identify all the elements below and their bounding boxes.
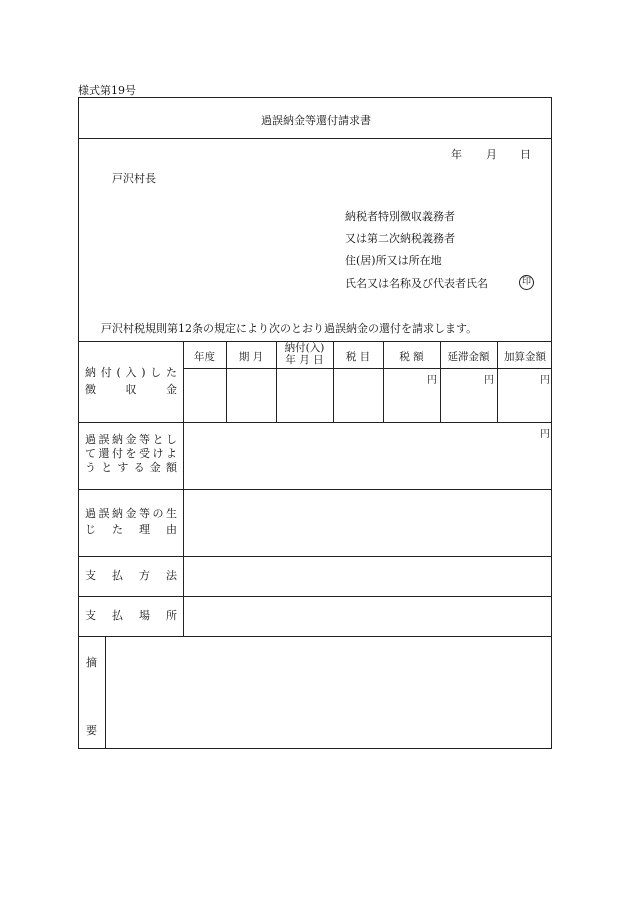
header-period: 期 月 [238, 351, 264, 363]
header-tax-item: 税 目 [345, 351, 371, 363]
reason-label [85, 507, 177, 537]
divider [79, 556, 551, 557]
applicant-name-label: 氏名又は名称及び代表者氏名 [345, 277, 488, 290]
divider [79, 489, 551, 490]
header-paid-date-line2: 年 月 日 [285, 354, 324, 366]
addressee: 戸沢村長 [112, 172, 156, 185]
header-additional-amount: 加算金額 [504, 351, 546, 363]
reason-label-line2: じ た 理 由 [85, 523, 177, 536]
seal-mark [519, 274, 534, 290]
payment-method-label: 支 払 方 法 [85, 569, 177, 582]
date-day-label: 日 [520, 148, 531, 161]
header-paid-date-line1: 納付(入) [284, 342, 325, 354]
yen-unit: 円 [427, 375, 437, 386]
header-fiscal-year: 年度 [194, 351, 215, 363]
paid-tax-label [85, 366, 177, 397]
form-number: 様式第19号 [78, 84, 136, 97]
divider [183, 368, 551, 369]
yen-unit: 円 [484, 375, 494, 386]
refund-amount-label [85, 433, 177, 475]
yen-unit: 円 [540, 375, 550, 386]
remarks-label-bottom: 要 [86, 724, 97, 737]
payment-place-label: 支 払 場 所 [85, 609, 177, 622]
divider [79, 138, 551, 139]
reason-label-line1: 過 誤 納 金 等 の 生 [85, 507, 177, 520]
divider [105, 636, 106, 749]
header-late-fee: 延滞金額 [447, 351, 490, 363]
refund-request-form [78, 97, 552, 749]
header-tax-amount: 税 額 [399, 351, 424, 363]
refund-amount-label-line1: 過 誤 納 金 等 と し [85, 433, 177, 446]
divider [79, 422, 551, 423]
refund-amount-label-line2: て 還 付 を 受 け よ [85, 447, 177, 460]
applicant-address-label: 住(居)所又は所在地 [345, 254, 442, 267]
applicant-type-line2: 又は第二次納税義務者 [345, 232, 455, 245]
date-year-label: 年 [451, 148, 462, 161]
request-statement: 戸沢村税規則第12条の規定により次のとおり過誤納金の還付を請求します。 [101, 322, 478, 335]
header-paid-date [276, 342, 333, 366]
seal-icon: 印 [519, 275, 534, 290]
paid-tax-label-line2: 徴 収 金 [85, 383, 177, 396]
remarks-label-top: 摘 [86, 656, 97, 669]
yen-unit: 円 [540, 429, 550, 440]
date-month-label: 月 [486, 148, 497, 161]
applicant-type-line1: 納税者特別徴収義務者 [345, 210, 455, 223]
divider [79, 596, 551, 597]
refund-amount-label-line3: う と す る 金 額 [85, 461, 177, 474]
paid-tax-label-line1: 納 付 ( 入 ) し た [85, 366, 177, 379]
form-title: 過誤納金等還付請求書 [261, 114, 371, 127]
divider [79, 636, 551, 637]
